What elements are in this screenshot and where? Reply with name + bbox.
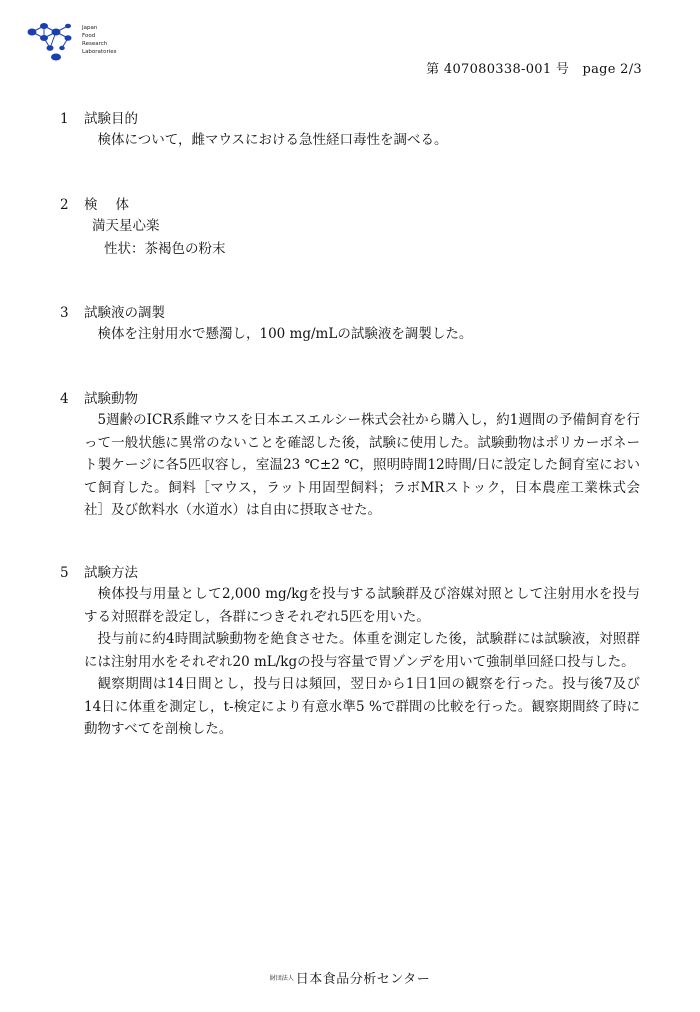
section-method (60, 563, 640, 741)
section-number: 3 (60, 305, 69, 321)
section-paragraph: 検体を注射用水で懸濁し，100 mg/mLの試験液を調製した。 (97, 326, 473, 342)
section-title: 検体 (84, 197, 147, 213)
section-preparation (60, 303, 640, 346)
section-heading (60, 195, 640, 215)
section-number: 5 (60, 565, 69, 581)
company-logo (26, 18, 146, 66)
section-paragraph: 検体投与用量として2,000 mg/kgを投与する試験群及び溶媒対照として注射用水を投与する対照群を設定し，各群につきそれぞれ5匹を用いた。 (84, 586, 640, 625)
section-paragraph: 検体について，雌マウスにおける急性経口毒性を調べる。 (97, 132, 448, 148)
section-heading (60, 563, 640, 583)
section-title: 試験方法 (84, 565, 138, 581)
section-number: 2 (60, 197, 69, 213)
section-heading (60, 109, 640, 129)
footer-org-type: 財団法人 (269, 975, 294, 982)
section-paragraph: 5週齢のICR系雌マウスを日本エスエルシー株式会社から購入し，約1週間の予備飼育を行って一般状態に異常のないことを確認した後，試験に使用した。試験動物はポリカーボネート製ケージに各5匹収容し，室温23 ℃±2 ℃，照明時間12時間/日に設定した飼育室において飼育した。飼料［マウス，ラット用固型飼料；ラボMRストック，日本農産工業株式会社］及び飲料水（水道水）は自由に摂取させた。 (84, 412, 640, 518)
section-animals (60, 389, 640, 522)
section-title: 試験液の調製 (84, 305, 165, 321)
section-number: 1 (60, 111, 69, 127)
section-title: 試験動物 (84, 391, 138, 407)
section-heading (60, 303, 640, 323)
section-paragraph: 投与前に約4時間試験動物を絶食させた。体重を測定した後，試験群には試験液，対照群には注射用水をそれぞれ20 mL/kgの投与容量で胃ゾンデを用いて強制単回経口投与した。 (84, 631, 640, 670)
section-sample (60, 195, 640, 260)
section-heading (60, 389, 640, 409)
logo-wordmark (82, 24, 116, 56)
section-number: 4 (60, 391, 69, 407)
section-paragraph: 観察期間は14日間とし，投与日は頻回，翌日から1日1回の観察を行った。投与後7及び14日に体重を測定し，t-検定により有意水準5 %で群間の比較を行った。観察期間終了時に動物すべてを剖検した。 (84, 676, 640, 737)
sample-name: 満天星心楽 (92, 218, 160, 234)
sample-property: 性状：茶褐色の粉末 (104, 240, 226, 257)
logo-line: Food (82, 33, 96, 39)
logo-line: Research (82, 41, 108, 47)
document-number: 第 407080338-001 号 page 2/3 (426, 62, 642, 77)
network-dots-icon (26, 18, 82, 66)
logo-line: Laboratories (82, 49, 117, 55)
section-title: 試験目的 (84, 111, 138, 127)
section-purpose (60, 109, 640, 152)
logo-line: Japan (82, 25, 98, 31)
footer-org-name: 日本食品分析センター (295, 972, 431, 987)
footer-organization (0, 967, 700, 987)
